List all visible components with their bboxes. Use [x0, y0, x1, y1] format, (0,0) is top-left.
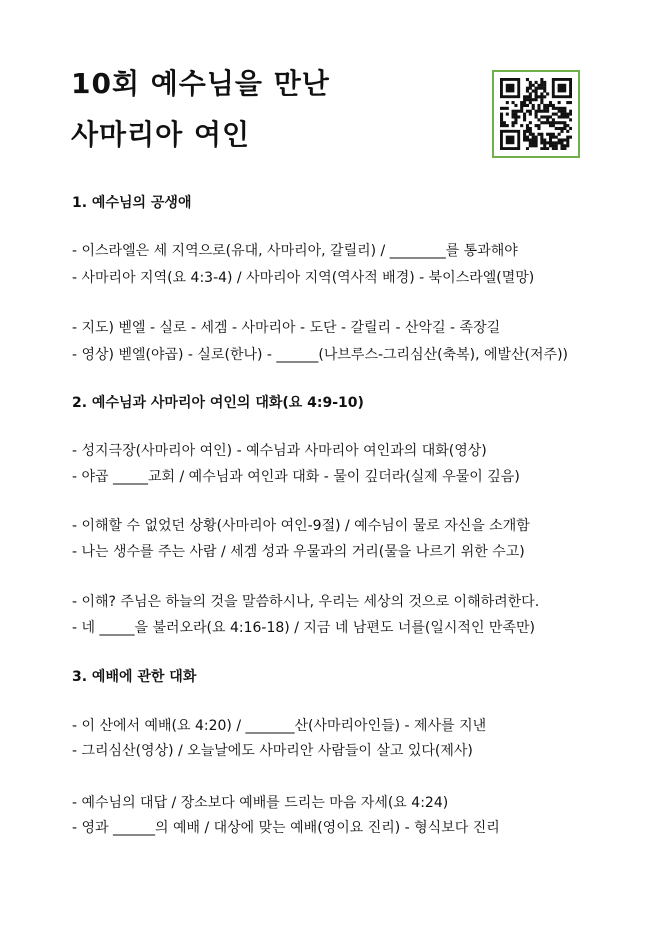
list-item: - 예수님의 대답 / 장소보다 예배를 드리는 마음 자세(요 4:24) — [72, 795, 449, 811]
list-item: - 사마리아 지역(요 4:3-4) / 사마리아 지역(역사적 배경) - 북이스라엘(멸망) — [72, 270, 535, 286]
section-heading: 3. 예배에 관한 대화 — [72, 669, 197, 685]
list-item: - 야곱 _____교회 / 예수님과 여인과 대화 - 물이 깊더라(실제 우물이 깊음) — [72, 469, 520, 485]
list-item: - 지도) 벧엘 - 실로 - 세겜 - 사마리아 - 도단 - 갈릴리 - 산악길 - 족장길 — [72, 320, 501, 336]
list-item: - 영과 ______의 예배 / 대상에 맞는 예배(영이요 진리) - 형식보다 진리 — [72, 820, 500, 836]
list-item: - 이해? 주님은 하늘의 것을 말씀하시나, 우리는 세상의 것으로 이해하려한다. — [72, 594, 540, 610]
list-item: - 네 _____을 불러오라(요 4:16-18) / 지금 네 남편도 너를(일시적인 만족만) — [72, 620, 535, 636]
list-item: - 나는 생수를 주는 사람 / 세겜 성과 우물과의 거리(물을 나르기 위한 수고) — [72, 544, 525, 560]
title-line-2: 사마리아 여인 — [71, 118, 251, 151]
list-item: - 성지극장(사마리아 여인) - 예수님과 사마리아 여인과의 대화(영상) — [72, 443, 487, 459]
list-item: - 이해할 수 없었던 상황(사마리아 여인-9절) / 예수님이 물로 자신을 소개함 — [72, 518, 530, 534]
qr-code — [492, 70, 580, 158]
list-item: - 이 산에서 예배(요 4:20) / _______산(사마리아인들) - 제사를 지낸 — [72, 718, 487, 734]
section-heading: 1. 예수님의 공생애 — [72, 195, 192, 211]
list-item: - 영상) 벧엘(야곱) - 실로(한나) - ______(나브루스-그리심산(축복), 에발산(저주)) — [72, 347, 568, 363]
section-heading: 2. 예수님과 사마리아 여인의 대화(요 4:9-10) — [72, 395, 364, 411]
list-item: - 그리심산(영상) / 오늘날에도 사마리안 사람들이 살고 있다(제사) — [72, 743, 473, 759]
title-line-1: 10회 예수님을 만난 — [71, 67, 330, 100]
list-item: - 이스라엘은 세 지역으로(유대, 사마리아, 갈릴리) / ________를 통과해야 — [72, 243, 518, 259]
qr-code-pattern — [500, 78, 572, 150]
